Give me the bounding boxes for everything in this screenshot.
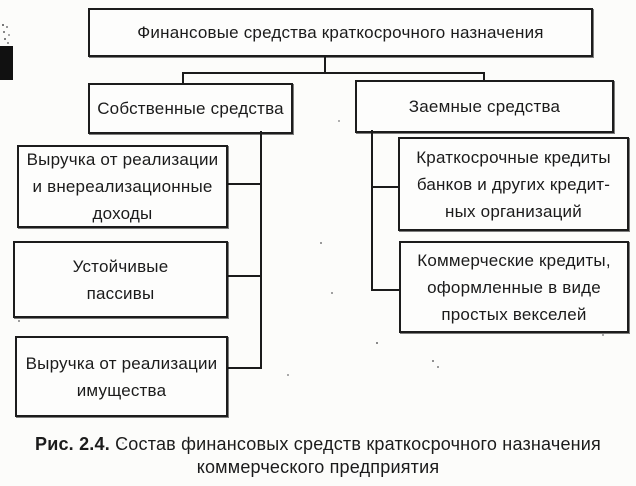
box-text-line: Устойчивые <box>72 256 169 276</box>
connector-own-child1-stub <box>226 183 262 185</box>
box-text-line: имущества <box>76 380 167 400</box>
connector-borrowed-vertical <box>371 130 373 291</box>
root-box-short-term-financial-funds <box>88 8 593 57</box>
box-text-line: ных организаций <box>445 201 582 221</box>
own-child-property-sales-box <box>15 336 228 417</box>
figure-caption-text: Состав финансовых средств краткосрочного назначения <box>109 434 601 454</box>
box-text-line: Выручка от реализации <box>26 150 219 169</box>
box-text-line: Выручка от реализации <box>25 353 218 373</box>
box-text-line: простых векселей <box>441 304 587 324</box>
borrowed-child-bank-credits-box <box>398 137 629 231</box>
borrowed-child-commercial-credits-box <box>399 241 629 333</box>
box-text-line: и внереализационные <box>32 177 213 196</box>
own-child-sales-revenue-box <box>17 145 228 228</box>
figure-number: Рис. 2.4. <box>34 434 110 454</box>
scan-artifact-blob <box>0 46 13 80</box>
own-funds-box <box>88 83 293 134</box>
figure-caption-line2: коммерческого предприятия <box>196 457 440 477</box>
scan-noise-speckles <box>2 24 4 26</box>
own-child-stable-liabilities-box <box>13 241 228 318</box>
borrowed-funds-box <box>355 80 614 133</box>
connector-own-vertical <box>260 131 262 369</box>
box-text-line: Коммерческие кредиты, <box>417 250 611 270</box>
connector-borrowed-child1-stub <box>372 186 400 188</box>
box-text-line: банков и других кредит- <box>416 174 611 194</box>
borrowed-funds-label: Заемные средства <box>408 97 561 116</box>
box-text-line: пассивы <box>86 283 155 303</box>
box-text-line: Краткосрочные кредиты <box>416 147 611 167</box>
root-box-label: Финансовые средства краткосрочного назначения <box>137 23 544 42</box>
connector-own-child2-stub <box>226 275 262 277</box>
figure-caption <box>0 433 636 479</box>
figure-caption-line1 <box>0 433 636 456</box>
connector-level2-horizontal <box>182 72 485 74</box>
own-funds-label: Собственные средства <box>97 99 284 118</box>
box-text-line: доходы <box>92 204 153 223</box>
connector-borrowed-child2-stub <box>372 289 401 291</box>
connector-own-child3-stub <box>226 367 262 369</box>
box-text-line: оформленные в виде <box>427 277 601 297</box>
